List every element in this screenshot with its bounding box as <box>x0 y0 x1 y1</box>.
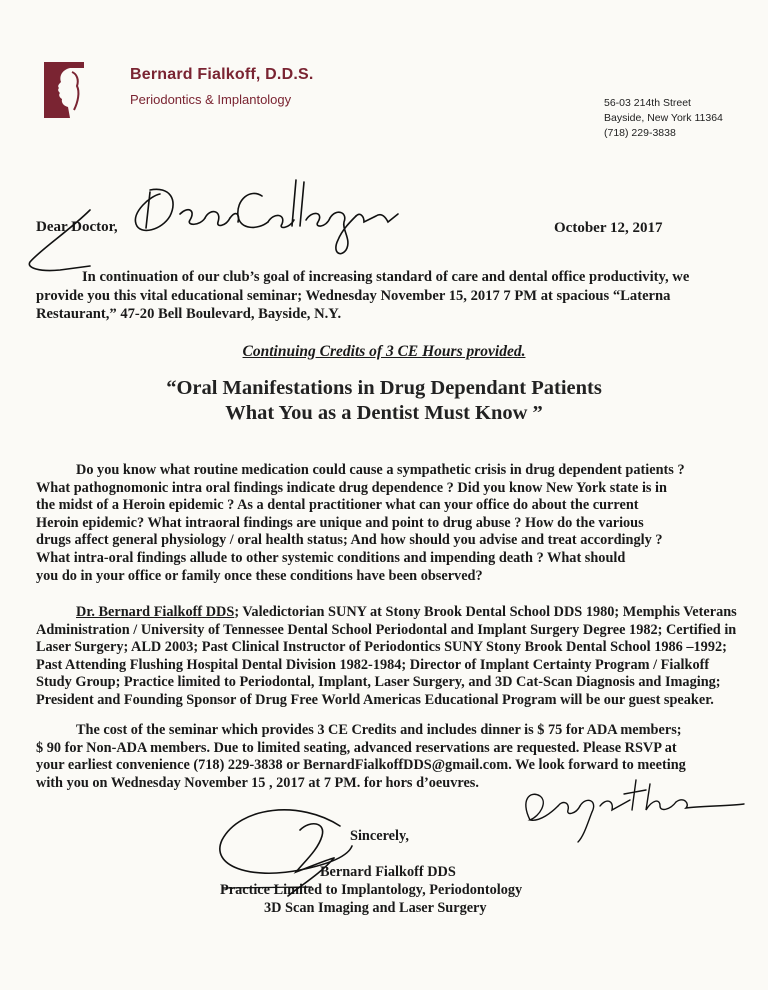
cost-paragraph <box>36 722 748 792</box>
paragraph-line: the midst of a Heroin epidemic ? As a dental practitioner what can your office do about the current <box>36 497 639 514</box>
speaker-name: Dr. Bernard Fialkoff DDS <box>76 604 235 620</box>
paragraph-line: Do you know what routine medication could cause a sympathetic crisis in drug dependent patients ? <box>76 462 685 478</box>
speaker-bio-paragraph <box>36 604 748 710</box>
address-phone: (718) 229-3838 <box>604 127 676 139</box>
letterhead-address <box>604 96 723 141</box>
paragraph-line: with you on Wednesday November 15 , 2017 at 7 PM. for hors d’oeuvres. <box>36 774 479 791</box>
paragraph-line <box>36 604 748 622</box>
seminar-title-line: “Oral Manifestations in Drug Dependant Patients <box>166 377 602 399</box>
paragraph-line: President and Founding Sponsor of Drug Free World Americas Educational Program will be our guest speaker. <box>36 691 714 708</box>
paragraph-line: your earliest convenience (718) 229-3838 or BernardFialkoffDDS@gmail.com. We look forward to meeting <box>36 757 686 774</box>
letterhead-specialty: Periodontics & Implantology <box>130 92 292 107</box>
letter-date: October 12, 2017 <box>554 220 663 236</box>
paragraph-line: What intra-oral findings allude to other systemic conditions and impending death ? What should <box>36 549 626 566</box>
seminar-title <box>0 376 768 426</box>
letterhead-name: Bernard Fialkoff, D.D.S. <box>130 66 314 83</box>
intro-paragraph <box>36 268 736 324</box>
seminar-title-line: What You as a Dentist Must Know ” <box>225 402 543 424</box>
address-city: Bayside, New York 11364 <box>604 112 723 124</box>
closing: Sincerely, <box>350 828 409 844</box>
intro-line: Restaurant,” 47-20 Bell Boulevard, Bayside, N.Y. <box>36 306 342 322</box>
paragraph-line: What pathognomonic intra oral findings indicate drug dependence ? Did you know New York state is in <box>36 479 667 496</box>
paragraph-line: you do in your office or family once these conditions have been observed? <box>36 567 483 584</box>
address-street: 56-03 214th Street <box>604 97 691 109</box>
paragraph-line: $ 90 for Non-ADA members. Due to limited seating, advanced reservations are requested. Please RSVP at <box>36 739 677 756</box>
signatory-title: Practice Limited to Implantology, Periodontology <box>220 882 523 898</box>
paragraph-line: Administration / University of Tennessee Dental School Periodontal and Implant Surgery Degree 1982; Certified in <box>36 621 737 638</box>
paragraph-line: Study Group; Practice limited to Periodontal, Implant, Laser Surgery, and 3D Cat-Scan Diagnosis and Imaging; <box>36 674 721 691</box>
paragraph-line: drugs affect general physiology / oral health status; And how should you advise and treat accordingly ? <box>36 532 663 549</box>
intro-line: provide you this vital educational seminar; Wednesday November 15, 2017 7 PM at spacious “Laterna <box>36 287 671 304</box>
signatory-name: Bernard Fialkoff DDS <box>320 864 456 880</box>
questions-paragraph <box>36 462 748 585</box>
paragraph-line: Laser Surgery; ALD 2003; Past Clinical Instructor of Periodontics SUNY Stony Brook Dental School 1986 –1992; <box>36 639 727 656</box>
paragraph-line: Heroin epidemic? What intraoral findings are unique and point to drug abuse ? How do the various <box>36 514 644 531</box>
intro-line: In continuation of our club’s goal of increasing standard of care and dental office productivity, we <box>82 269 690 285</box>
paragraph-line: The cost of the seminar which provides 3 CE Credits and includes dinner is $ 75 for ADA members; <box>76 722 682 738</box>
salutation: Dear Doctor, <box>36 219 118 235</box>
paragraph-line: Past Attending Flushing Hospital Dental Division 1982-1984; Director of Implant Certainty Program / Fialkoff <box>36 656 710 673</box>
credits-notice: Continuing Credits of 3 CE Hours provided. <box>242 343 526 360</box>
practice-logo <box>44 62 84 118</box>
bio-text: ; Valedictorian SUNY at Stony Brook Dental School DDS 1980; Memphis Veterans <box>234 604 737 620</box>
signatory-title: 3D Scan Imaging and Laser Surgery <box>264 900 487 916</box>
